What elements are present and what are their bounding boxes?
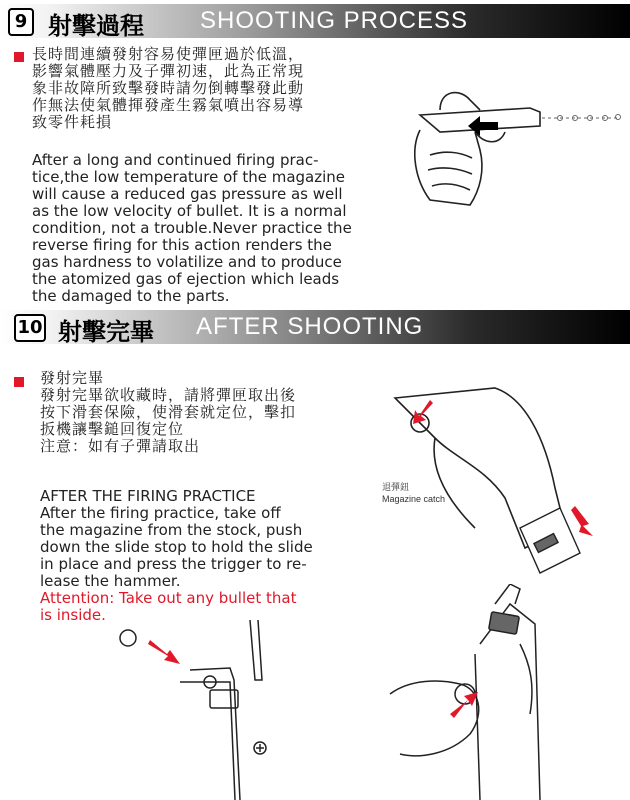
magazine-catch-caption-en: Magazine catch [382, 494, 446, 504]
section-9-number: 9 [8, 8, 34, 36]
section-10-title-en: AFTER SHOOTING [196, 313, 424, 340]
slide-stop-illustration [370, 584, 625, 800]
attention-note: Attention: Take out any bullet that is inside. [40, 589, 297, 624]
pistol-illustration [380, 70, 625, 210]
section-9-title-en: SHOOTING PROCESS [200, 7, 469, 34]
section-10-bullet [14, 377, 24, 387]
section-9-banner [0, 4, 630, 38]
magazine-illustration [110, 620, 320, 800]
section-9-body-en: After a long and continued firing prac- tice,the low temperature of the magazine will cause a reduced gas pressure as well as the low velocity of bullet. It is a normal condition, not a trouble.Never practice the reverse firing for this action renders the gas hardness to volatilize and to produce the atomized gas of ejection which leads the damaged to the parts. [32, 151, 352, 305]
magazine-catch-caption-zh: 退彈鈕 [382, 482, 410, 492]
grip-illustration [375, 378, 625, 578]
section-10-banner [0, 310, 630, 344]
section-9-bullet [14, 52, 24, 62]
section-10-body-en: AFTER THE FIRING PRACTICE After the firing practice, take off the magazine from the stock, push down the slide stop to hold the slide in place and press the trigger to re- lease the hammer. [40, 487, 313, 590]
section-9-body-zh: 長時間連續發射容易使彈匣過於低溫， 影響氣體壓力及子彈初速，此為正常現 象非故障所致擊發時請勿倒轉擊發此動 作無法使氣體揮發產生霧氣噴出容易導 致零件耗損 [32, 45, 305, 131]
section-9-title-zh: 射擊過程 [48, 12, 144, 40]
section-10-body-zh: 發射完畢 發射完畢欲收藏時，請將彈匣取出後 按下滑套保險，使滑套就定位，擊扣 扳機讓擊鎚回復定位 注意：如有子彈請取出 [40, 369, 297, 455]
section-10-number: 10 [14, 314, 46, 342]
section-10-title-zh: 射擊完畢 [58, 318, 154, 346]
